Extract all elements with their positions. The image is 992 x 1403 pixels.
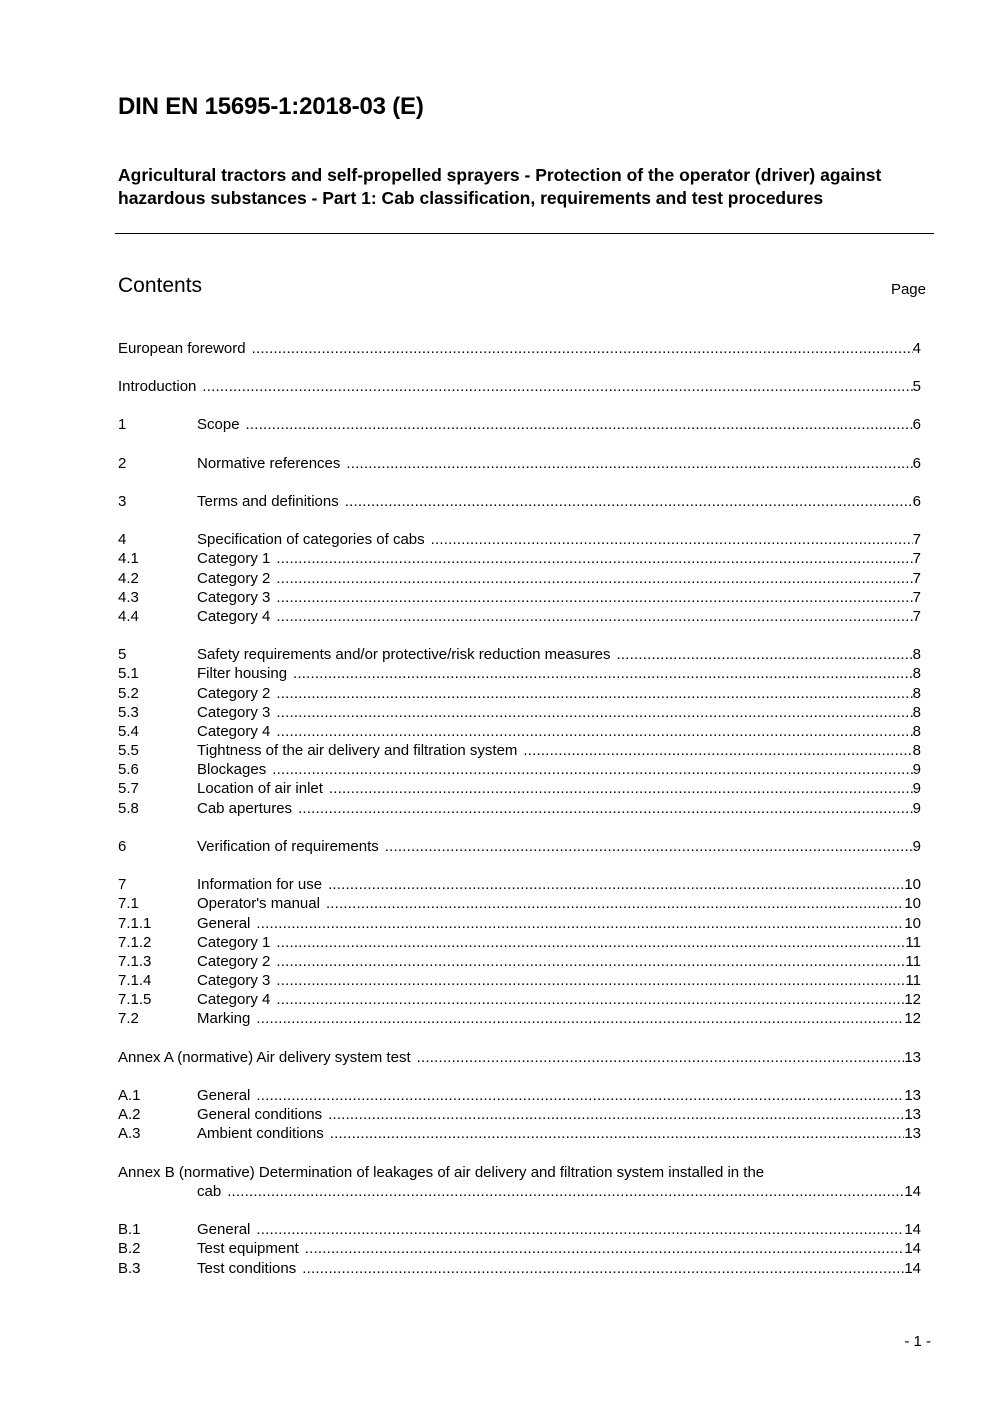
toc-dot-leader — [246, 415, 913, 434]
toc-entry[interactable] — [118, 703, 921, 722]
toc-entry-label: Test conditions — [197, 1259, 302, 1278]
toc-entry-number: 4 — [118, 531, 127, 548]
toc-entry[interactable] — [118, 530, 921, 549]
toc-entry-number: A.2 — [118, 1106, 141, 1123]
toc-entry[interactable] — [118, 1048, 921, 1067]
toc-entry[interactable] — [118, 492, 921, 511]
toc-entry[interactable] — [118, 971, 921, 990]
toc-entry-number: 5.6 — [118, 761, 139, 778]
toc-entry-number: 4.1 — [118, 550, 139, 567]
toc-entry-label: Verification of requirements — [197, 837, 385, 856]
toc-entry-number: 7.1.5 — [118, 991, 152, 1008]
toc-entry-label: Category 2 — [197, 569, 276, 588]
toc-entry-label: Annex B (normative) Determination of leakages of air delivery and filtration system installed in the — [118, 1163, 770, 1182]
toc-entry-label: cab — [197, 1182, 227, 1201]
toc-entry-number: 5.3 — [118, 704, 139, 721]
toc-entry-number: 5.5 — [118, 742, 139, 759]
toc-entry-page: 7 — [912, 550, 921, 567]
toc-entry-label: Category 3 — [197, 703, 276, 722]
toc-entry-page: 14 — [904, 1240, 921, 1257]
toc-entry-label: General — [197, 1220, 256, 1239]
toc-entry-label: Cab apertures — [197, 799, 298, 818]
toc-entry-number: A.1 — [118, 1087, 141, 1104]
toc-entry-label: Annex A (normative) Air delivery system test — [118, 1048, 417, 1067]
toc-dot-leader — [227, 1182, 904, 1201]
toc-dot-leader — [330, 1124, 905, 1143]
toc-entry-number: 7.1 — [118, 895, 139, 912]
toc-entry-page: 7 — [912, 570, 921, 587]
toc-entry-page: 13 — [904, 1087, 921, 1104]
toc-entry-label: Category 4 — [197, 607, 276, 626]
toc-entry[interactable] — [118, 779, 921, 798]
toc-entry-label: Category 1 — [197, 933, 276, 952]
toc-entry[interactable] — [118, 588, 921, 607]
toc-entry-page: 9 — [912, 780, 921, 797]
toc-entry-page: 14 — [904, 1260, 921, 1277]
toc-entry-label: Category 3 — [197, 588, 276, 607]
toc-dot-leader — [523, 741, 912, 760]
toc-entry-number: 3 — [118, 493, 127, 510]
toc-entry-page: 6 — [912, 493, 921, 510]
toc-entry-number: 4.4 — [118, 608, 139, 625]
toc-entry-number: 7 — [118, 876, 127, 893]
toc-entry-label: Normative references — [197, 454, 346, 473]
toc-entry[interactable] — [118, 607, 921, 626]
toc-entry-number: 7.1.2 — [118, 934, 152, 951]
toc-entry-number: 5.2 — [118, 685, 139, 702]
toc-entry[interactable] — [118, 760, 921, 779]
toc-entry[interactable] — [118, 1105, 921, 1124]
toc-entry[interactable] — [118, 645, 921, 664]
toc-entry-page: 13 — [904, 1106, 921, 1123]
toc-dot-leader — [256, 914, 904, 933]
toc-entry[interactable] — [118, 1182, 921, 1201]
toc-entry-number: 7.1.3 — [118, 953, 152, 970]
toc-dot-leader — [276, 933, 905, 952]
toc-entry-number: 5.4 — [118, 723, 139, 740]
toc-entry-label: Specification of categories of cabs — [197, 530, 431, 549]
toc-entry-label: Scope — [197, 415, 246, 434]
toc-dot-leader — [276, 549, 912, 568]
toc-entry-page: 12 — [904, 991, 921, 1008]
contents-heading: Contents — [118, 274, 203, 297]
toc-entry-page: 8 — [912, 704, 921, 721]
toc-dot-leader — [276, 971, 905, 990]
toc-dot-leader — [326, 894, 904, 913]
toc-dot-leader — [276, 684, 912, 703]
toc-entry-number: 4.3 — [118, 589, 139, 606]
toc-entry-page: 8 — [912, 685, 921, 702]
toc-entry[interactable] — [118, 1163, 921, 1182]
toc-entry-number: 1 — [118, 416, 127, 433]
toc-dot-leader — [305, 1239, 905, 1258]
toc-entry-label: Category 3 — [197, 971, 276, 990]
toc-dot-leader — [298, 799, 913, 818]
toc-dot-leader — [302, 1259, 904, 1278]
toc-entry-page: 9 — [912, 800, 921, 817]
toc-entry-page: 12 — [904, 1010, 921, 1027]
toc-entry-page: 7 — [912, 531, 921, 548]
toc-entry-label: Filter housing — [197, 664, 293, 683]
toc-entry[interactable] — [118, 990, 921, 1009]
toc-entry-page: 8 — [912, 646, 921, 663]
toc-dot-leader — [276, 588, 912, 607]
toc-entry[interactable] — [118, 741, 921, 760]
toc-dot-leader — [346, 454, 912, 473]
toc-dot-leader — [417, 1048, 905, 1067]
toc-entry-label: Terms and definitions — [197, 492, 345, 511]
toc-dot-leader — [345, 492, 913, 511]
toc-dot-leader — [329, 779, 913, 798]
toc-entry-page: 14 — [904, 1221, 921, 1238]
document-title: Agricultural tractors and self-propelled sprayers - Protection of the operator (driver) against hazardous substances - Part 1: Cab classification, requirements and test procedures — [118, 165, 882, 208]
toc-entry-page: 6 — [912, 416, 921, 433]
toc-dot-leader — [276, 722, 912, 741]
toc-entry-page: 11 — [905, 953, 921, 970]
toc-entry[interactable] — [118, 722, 921, 741]
toc-entry-label: Operator's manual — [197, 894, 326, 913]
toc-entry[interactable] — [118, 1259, 921, 1278]
toc-entry-number: 5.1 — [118, 665, 139, 682]
toc-entry-label: Category 1 — [197, 549, 276, 568]
toc-entry-page: 13 — [904, 1125, 921, 1142]
toc-entry[interactable] — [118, 377, 921, 396]
toc-dot-leader — [256, 1220, 904, 1239]
toc-entry-number: B.3 — [118, 1260, 141, 1277]
toc-entry-label: Information for use — [197, 875, 328, 894]
toc-entry[interactable] — [118, 1239, 921, 1258]
toc-entry-label: Category 2 — [197, 952, 276, 971]
toc-entry-number: 5.7 — [118, 780, 139, 797]
toc-entry-label: General conditions — [197, 1105, 328, 1124]
toc-entry-number: 4.2 — [118, 570, 139, 587]
toc-entry-number: A.3 — [118, 1125, 141, 1142]
toc-dot-leader — [272, 760, 912, 779]
toc-entry[interactable] — [118, 1220, 921, 1239]
toc-entry[interactable] — [118, 549, 921, 568]
toc-entry-page: 10 — [904, 876, 921, 893]
toc-entry[interactable] — [118, 415, 921, 434]
toc-entry-label: Category 2 — [197, 684, 276, 703]
toc-entry[interactable] — [118, 933, 921, 952]
page-number-footer: - 1 - — [904, 1333, 931, 1350]
toc-dot-leader — [276, 569, 912, 588]
toc-entry-label: Location of air inlet — [197, 779, 329, 798]
toc-entry-label: European foreword — [118, 339, 252, 358]
toc-dot-leader — [385, 837, 913, 856]
toc-dot-leader — [276, 952, 905, 971]
toc-dot-leader — [276, 990, 904, 1009]
toc-entry[interactable] — [118, 1009, 921, 1028]
toc-entry-number: 5.8 — [118, 800, 139, 817]
toc-entry-label: Category 4 — [197, 990, 276, 1009]
toc-entry-number: B.2 — [118, 1240, 141, 1257]
toc-dot-leader — [328, 875, 904, 894]
toc-entry-page: 4 — [912, 340, 921, 357]
toc-entry[interactable] — [118, 837, 921, 856]
toc-entry-label: Introduction — [118, 377, 202, 396]
toc-entry-page: 7 — [912, 608, 921, 625]
toc-entry-label: Safety requirements and/or protective/risk reduction measures — [197, 645, 617, 664]
toc-entry[interactable] — [118, 799, 921, 818]
toc-entry[interactable] — [118, 684, 921, 703]
toc-entry[interactable] — [118, 1086, 921, 1105]
toc-dot-leader — [276, 703, 912, 722]
toc-entry[interactable] — [118, 339, 921, 358]
toc-entry-page: 6 — [912, 455, 921, 472]
toc-entry-label: Blockages — [197, 760, 272, 779]
toc-dot-leader — [293, 664, 913, 683]
toc-entry-label: General — [197, 1086, 256, 1105]
toc-entry-label: Tightness of the air delivery and filtration system — [197, 741, 523, 760]
toc-entry-number: 7.2 — [118, 1010, 139, 1027]
toc-entry-page: 8 — [912, 723, 921, 740]
toc-entry-number: 2 — [118, 455, 127, 472]
toc-dot-leader — [252, 339, 913, 358]
toc-entry-label: Category 4 — [197, 722, 276, 741]
toc-entry-number: 6 — [118, 838, 127, 855]
title-divider — [115, 233, 934, 234]
toc-entry-label: Marking — [197, 1009, 256, 1028]
toc-entry-number: 7.1.4 — [118, 972, 152, 989]
toc-entry[interactable] — [118, 569, 921, 588]
toc-dot-leader — [431, 530, 913, 549]
toc-entry-number: B.1 — [118, 1221, 141, 1238]
toc-entry-number: 7.1.1 — [118, 915, 152, 932]
toc-entry-page: 10 — [904, 895, 921, 912]
toc-dot-leader — [276, 607, 912, 626]
toc-entry-page: 9 — [912, 838, 921, 855]
toc-entry-label: Test equipment — [197, 1239, 305, 1258]
toc-entry[interactable] — [118, 952, 921, 971]
toc-entry-number: 5 — [118, 646, 127, 663]
toc-entry-page: 8 — [912, 742, 921, 759]
toc-dot-leader — [202, 377, 912, 396]
toc-entry-label: Ambient conditions — [197, 1124, 330, 1143]
toc-entry-page: 14 — [904, 1183, 921, 1200]
page-column-heading: Page — [890, 281, 926, 298]
toc-entry-page: 5 — [912, 378, 921, 395]
toc-entry-page: 11 — [905, 972, 921, 989]
toc-entry-label: General — [197, 914, 256, 933]
toc-entry[interactable] — [118, 1124, 921, 1143]
toc-dot-leader — [328, 1105, 904, 1124]
document-identifier: DIN EN 15695-1:2018-03 (E) — [118, 93, 424, 120]
toc-entry-page: 8 — [912, 665, 921, 682]
toc-entry-page: 13 — [904, 1049, 921, 1066]
toc-entry[interactable] — [118, 664, 921, 683]
toc-dot-leader — [256, 1086, 904, 1105]
toc-entry[interactable] — [118, 875, 921, 894]
toc-entry-page: 10 — [904, 915, 921, 932]
toc-dot-leader — [256, 1009, 904, 1028]
toc-dot-leader — [617, 645, 913, 664]
toc-entry[interactable] — [118, 894, 921, 913]
toc-entry[interactable] — [118, 454, 921, 473]
toc-entry[interactable] — [118, 914, 921, 933]
toc-entry-page: 7 — [912, 589, 921, 606]
toc-entry-page: 11 — [905, 934, 921, 951]
toc-entry-page: 9 — [912, 761, 921, 778]
